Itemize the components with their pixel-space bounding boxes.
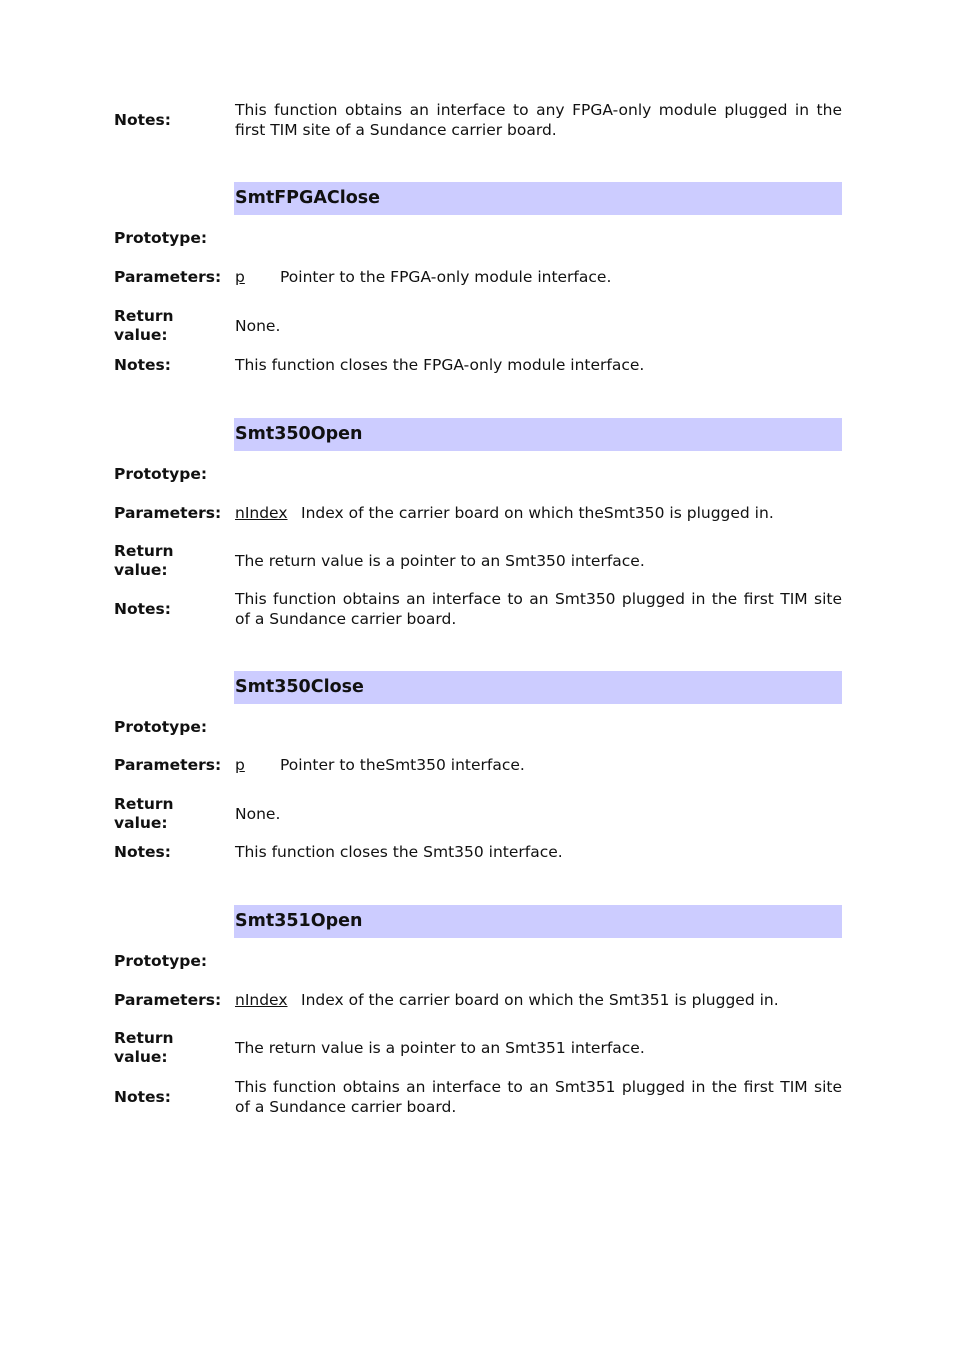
section-heading-smt350close [234,671,842,704]
parameter-description: Index of the carrier board on which theSmt350 is plugged in. [301,504,774,522]
notes-label: Notes: [114,599,171,618]
return-label-line1: Return [114,307,174,325]
parameter-name: p [235,756,245,774]
return-value-text: The return value is a pointer to an Smt351 interface. [235,1039,645,1057]
return-label-line2: value: [114,814,168,832]
parameters-row [114,267,842,287]
return-label-line1: Return [114,795,174,813]
return-label-line2: value: [114,1048,168,1066]
return-label-line1: Return [114,1029,174,1047]
parameter-description: Pointer to the FPGA-only module interface. [280,268,612,286]
parameter-description: Pointer to theSmt350 interface. [280,756,525,774]
prototype-row [114,717,842,737]
parameters-label: Parameters: [114,267,222,286]
prototype-label: Prototype: [114,228,208,247]
notes-text: This function obtains an interface to an Smt351 plugged in the first TIM site of a Sundance carrier board. [235,1078,842,1116]
intro-notes-row [114,100,842,140]
function-title: Smt350Close [234,671,842,704]
parameters-label: Parameters: [114,503,222,522]
notes-row [114,355,842,375]
parameters-row [114,990,842,1010]
prototype-label: Prototype: [114,951,208,970]
document-page [114,100,842,1117]
prototype-label: Prototype: [114,464,208,483]
return-value-label [114,542,235,580]
parameters-label: Parameters: [114,755,222,774]
return-value-label [114,795,235,833]
section-heading-smt350open [234,418,842,451]
notes-label: Notes: [114,1087,171,1106]
prototype-row [114,228,842,248]
section-heading-smt351open [234,905,842,938]
parameter-description: Index of the carrier board on which the Smt351 is plugged in. [301,991,779,1009]
return-value-row [114,306,842,346]
return-label-line2: value: [114,326,168,344]
prototype-row [114,464,842,484]
function-title: Smt351Open [234,905,842,938]
notes-row [114,1077,842,1117]
parameters-row [114,755,842,775]
function-title: SmtFPGAClose [234,182,842,215]
return-value-text: None. [235,805,281,823]
return-value-label [114,1029,235,1067]
notes-label: Notes: [114,110,171,129]
parameter-name: p [235,268,245,286]
notes-label: Notes: [114,355,171,374]
return-value-label [114,307,235,345]
section-heading-smtfpgaclose [234,182,842,215]
notes-row [114,842,842,862]
return-value-text: None. [235,317,281,335]
parameter-name: nIndex [235,991,288,1009]
parameters-row [114,503,842,523]
notes-label: Notes: [114,842,171,861]
parameter-name: nIndex [235,504,288,522]
return-label-line1: Return [114,542,174,560]
parameters-label: Parameters: [114,990,222,1009]
return-value-row [114,794,842,834]
notes-text: This function obtains an interface to an Smt350 plugged in the first TIM site of a Sundance carrier board. [235,590,842,628]
prototype-label: Prototype: [114,717,208,736]
notes-text: This function closes the FPGA-only module interface. [235,356,645,374]
function-title: Smt350Open [234,418,842,451]
return-value-row [114,541,842,581]
prototype-row [114,951,842,971]
notes-text: This function closes the Smt350 interface. [235,843,563,861]
notes-text: This function obtains an interface to any FPGA-only module plugged in the first TIM site of a Sundance carrier board. [235,101,842,139]
notes-row [114,589,842,629]
return-value-row [114,1028,842,1068]
return-value-text: The return value is a pointer to an Smt350 interface. [235,552,645,570]
return-label-line2: value: [114,561,168,579]
